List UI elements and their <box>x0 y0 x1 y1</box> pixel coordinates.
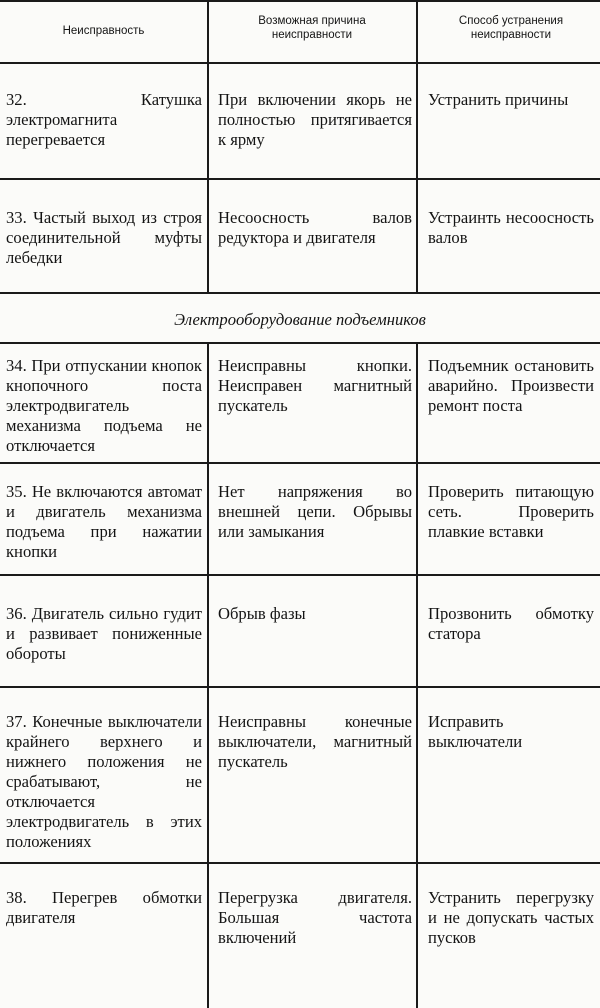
header-bottom-rule <box>0 62 600 64</box>
column-divider-2 <box>416 0 418 292</box>
section-top-rule <box>0 292 600 294</box>
fault-cell: 32. Катушка электромагнита перегревается <box>6 90 202 149</box>
cause-cell: Неисправны кнопки. Неисправен магнитный пускатель <box>218 356 412 415</box>
remedy-cell: Проверить питающую сеть. Проверить плавкие вставки <box>428 482 594 541</box>
fault-cell: 35. Не включаются автомат и двигатель механизма подъема при нажатии кнопки <box>6 482 202 561</box>
section-bottom-rule <box>0 342 600 344</box>
cause-cell: Неисправны конечные выключатели, магнитный пускатель <box>218 712 412 771</box>
row-divider <box>0 178 600 180</box>
fault-cell: 38. Перегрев обмотки двигателя <box>6 888 202 927</box>
fault-cell: 37. Конечные выключатели крайнего верхнего и нижнего положения не срабатывают, не отключается электродвигатель в этих положениях <box>6 712 202 851</box>
fault-cell: 33. Частый выход из строя соединительной муфты лебедки <box>6 208 202 267</box>
row-divider <box>0 862 600 864</box>
section-heading: Электрооборудование подъемников <box>174 310 426 329</box>
column-divider-1 <box>207 0 209 292</box>
column-divider-2 <box>416 342 418 1008</box>
remedy-cell: Подъемник остановить аварийно. Произвести ремонт поста <box>428 356 594 415</box>
header-fault: Неисправность <box>62 25 145 37</box>
remedy-cell: Прозвонить обмотку статора <box>428 604 594 643</box>
column-divider-1 <box>207 342 209 1008</box>
header-cause: Возможная причина неисправности <box>258 15 366 41</box>
remedy-cell: Устраинть несоосность валов <box>428 208 594 247</box>
row-divider <box>0 462 600 464</box>
cause-cell: Несоосность валов редуктора и двигателя <box>218 208 412 247</box>
cause-cell: Нет напряжения во внешней цепи. Обрывы или замыкания <box>218 482 412 541</box>
row-divider <box>0 574 600 576</box>
table-top-rule <box>0 0 600 2</box>
cause-cell: Обрыв фазы <box>218 604 306 623</box>
fault-cell: 34. При отпускании кнопок кнопочного поста электродвигатель механизма подъема не отключается <box>6 356 202 455</box>
remedy-cell: Устранить перегрузку и не допускать частых пусков <box>428 888 594 947</box>
header-remedy: Способ устранения неисправности <box>458 15 564 41</box>
cause-cell: При включении якорь не полностью притягивается к ярму <box>218 90 412 149</box>
cause-cell: Перегрузка двигателя. Большая частота включений <box>218 888 412 947</box>
fault-cell: 36. Двигатель сильно гудит и развивает пониженные обороты <box>6 604 202 663</box>
row-divider <box>0 686 600 688</box>
remedy-cell: Устранить причины <box>428 90 569 109</box>
remedy-cell: Исправить выключатели <box>428 712 523 751</box>
